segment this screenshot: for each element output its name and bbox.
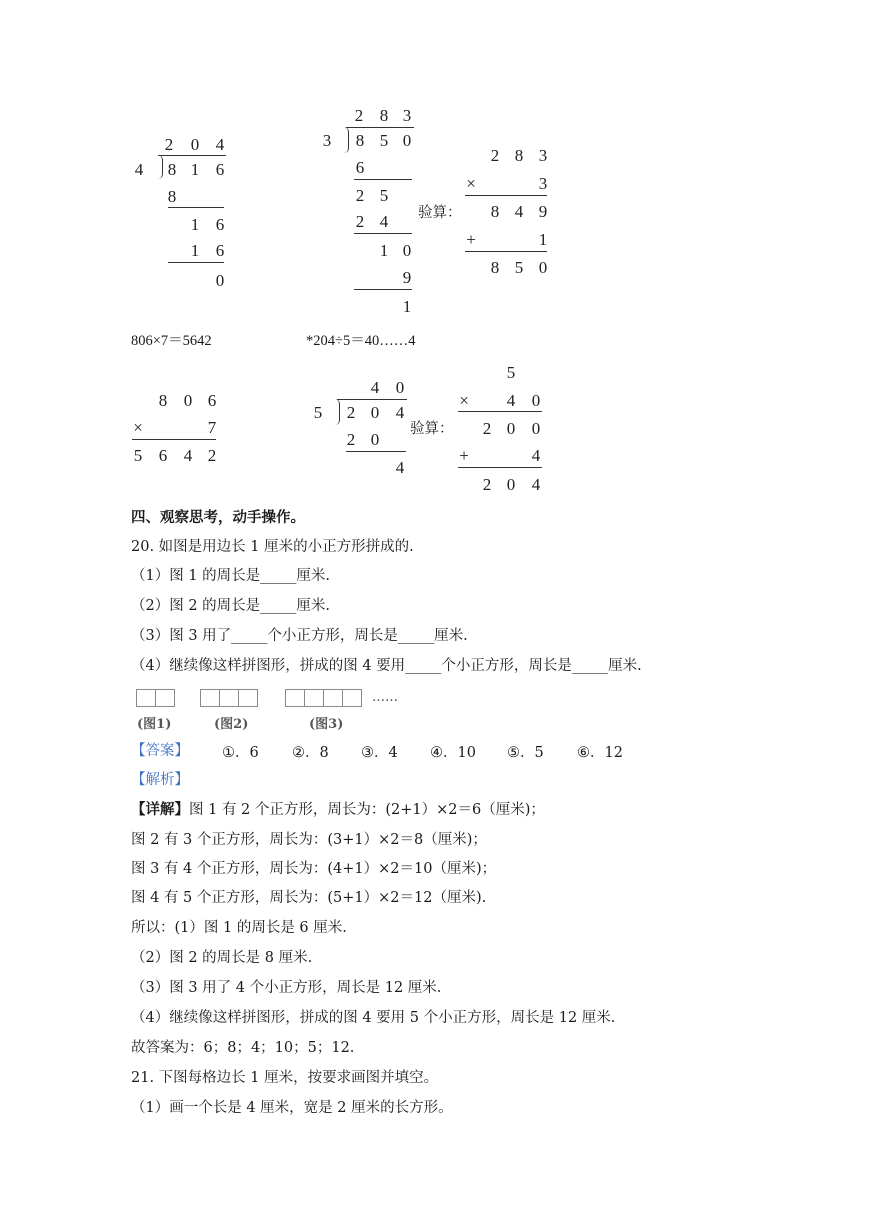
unit-square xyxy=(200,689,220,707)
check-digit: 2 xyxy=(490,146,500,165)
multiply-sign: × xyxy=(459,391,469,410)
figure-2-label: (图2) xyxy=(214,717,249,732)
step-digit: 2 xyxy=(355,186,365,205)
step-digit: 2 xyxy=(355,212,365,231)
check-digit: 8 xyxy=(490,258,500,277)
detail-line: （4）继续像这样拼图形，拼成的图 4 要用 5 个小正方形，周长是 12 厘米. xyxy=(131,1010,616,1026)
check-label: 验算： xyxy=(418,205,462,221)
step-line xyxy=(354,179,412,180)
plus-sign: + xyxy=(466,230,476,249)
detail-line: 图 4 有 5 个正方形，周长为：(5+1）×2＝12（厘米). xyxy=(131,890,487,906)
detail-line: 图 3 有 4 个正方形，周长为：(4+1）×2＝10（厘米)； xyxy=(131,861,497,877)
answer-label: 【答案】 xyxy=(131,743,189,759)
step-digit: 6 xyxy=(215,241,225,260)
calc-digit: 6 xyxy=(158,446,168,465)
step-digit: 0 xyxy=(370,430,380,449)
answer-6: ⑥．12 xyxy=(577,745,623,761)
unit-square xyxy=(285,689,305,707)
question-20-item-3: （3）图 3 用了_____个小正方形，周长是_____厘米. xyxy=(131,628,468,644)
division-bar xyxy=(346,127,414,128)
multiply-sign: × xyxy=(466,174,476,193)
dividend-digit: 4 xyxy=(395,403,405,422)
divisor: 5 xyxy=(313,403,323,422)
division-bar xyxy=(158,155,226,156)
division-bar xyxy=(337,399,407,400)
unit-square xyxy=(219,689,239,707)
step-line xyxy=(168,207,224,208)
detail-line: 故答案为：6；8；4；10；5；12. xyxy=(131,1040,355,1056)
divisor: 4 xyxy=(134,160,144,179)
calc-digit: 6 xyxy=(207,391,217,410)
step-digit: 2 xyxy=(346,430,356,449)
dividend-digit: 0 xyxy=(370,403,380,422)
step-digit: 1 xyxy=(190,241,200,260)
answer-2: ②．8 xyxy=(292,745,329,761)
check-digit: 3 xyxy=(538,146,548,165)
check-digit: 0 xyxy=(506,475,516,494)
quotient-digit: 4 xyxy=(215,135,225,154)
answer-5: ⑤．5 xyxy=(507,745,544,761)
question-20-item-2: （2）图 2 的周长是_____厘米. xyxy=(131,598,331,614)
divisor: 3 xyxy=(322,131,332,150)
step-digit: 1 xyxy=(379,241,389,260)
figure-ellipsis: …… xyxy=(372,690,398,705)
dividend-digit: 8 xyxy=(355,131,365,150)
analysis-label: 【解析】 xyxy=(131,772,189,788)
detail-label: 【详解】 xyxy=(131,801,189,818)
step-line xyxy=(346,451,406,452)
check-digit: 1 xyxy=(538,230,548,249)
check-line xyxy=(465,251,547,252)
remainder-digit: 4 xyxy=(395,458,405,477)
quotient-digit: 0 xyxy=(190,135,200,154)
check-digit: 0 xyxy=(538,258,548,277)
check-digit: 0 xyxy=(531,419,541,438)
step-digit: 6 xyxy=(215,215,225,234)
step-digit: 8 xyxy=(167,187,177,206)
step-digit: 9 xyxy=(402,268,412,287)
remainder-digit: 1 xyxy=(402,297,412,316)
check-line xyxy=(458,467,542,468)
quotient-digit: 0 xyxy=(395,378,405,397)
step-digit: 1 xyxy=(190,215,200,234)
calc-digit: 2 xyxy=(207,446,217,465)
check-digit: 8 xyxy=(490,202,500,221)
dividend-digit: 2 xyxy=(346,403,356,422)
quotient-digit: 4 xyxy=(370,378,380,397)
check-digit: 5 xyxy=(514,258,524,277)
detail-line: （2）图 2 的周长是 8 厘米. xyxy=(131,950,313,966)
unit-square xyxy=(155,689,175,707)
dividend-digit: 5 xyxy=(379,131,389,150)
check-digit: 5 xyxy=(506,363,516,382)
step-digit: 4 xyxy=(379,212,389,231)
division-bracket xyxy=(344,127,349,153)
unit-square xyxy=(323,689,343,707)
check-line xyxy=(458,411,542,412)
plus-sign: + xyxy=(459,446,469,465)
question-20-item-1: （1）图 1 的周长是_____厘米. xyxy=(131,568,331,584)
check-digit: 9 xyxy=(538,202,548,221)
check-digit: 0 xyxy=(506,419,516,438)
calc-digit: 0 xyxy=(183,391,193,410)
detail-text: 图 1 有 2 个正方形，周长为：(2+1）×2＝6（厘米)； xyxy=(189,802,545,818)
answer-4: ④．10 xyxy=(430,745,476,761)
question-21-item-1: （1）画一个长是 4 厘米，宽是 2 厘米的长方形。 xyxy=(131,1100,453,1116)
dividend-digit: 1 xyxy=(190,160,200,179)
division-bracket xyxy=(335,399,340,425)
unit-square xyxy=(136,689,156,707)
remainder-digit: 0 xyxy=(215,271,225,290)
check-digit: 8 xyxy=(514,146,524,165)
calc-line xyxy=(132,439,216,440)
question-20-stem: 20. 如图是用边长 1 厘米的小正方形拼成的. xyxy=(131,539,414,555)
step-digit: 0 xyxy=(402,241,412,260)
unit-square xyxy=(238,689,258,707)
step-line xyxy=(168,262,224,263)
check-digit: 4 xyxy=(506,391,516,410)
figure-1-label: (图1) xyxy=(137,717,172,732)
detail-line xyxy=(131,800,545,820)
dividend-digit: 6 xyxy=(215,160,225,179)
check-digit: 2 xyxy=(482,419,492,438)
step-digit: 5 xyxy=(379,186,389,205)
calc-digit: 7 xyxy=(207,418,217,437)
detail-line: 所以：(1）图 1 的周长是 6 厘米. xyxy=(131,920,347,936)
check-line xyxy=(465,195,547,196)
calc-digit: 8 xyxy=(158,391,168,410)
unit-square xyxy=(342,689,362,707)
section-title: 四、观察思考，动手操作。 xyxy=(131,509,305,526)
equation-204div5: *204÷5＝40……4 xyxy=(306,333,416,349)
check-digit: 4 xyxy=(531,446,541,465)
quotient-digit: 8 xyxy=(379,106,389,125)
equation-806x7: 806×7＝5642 xyxy=(131,333,212,349)
detail-line: （3）图 3 用了 4 个小正方形，周长是 12 厘米. xyxy=(131,980,442,996)
check-digit: 4 xyxy=(531,475,541,494)
check-digit: 4 xyxy=(514,202,524,221)
detail-line: 图 2 有 3 个正方形，周长为：(3+1）×2＝8（厘米)； xyxy=(131,832,487,848)
answer-1: ①．6 xyxy=(222,745,259,761)
figure-3-label: (图3) xyxy=(309,717,344,732)
calc-digit: 5 xyxy=(133,446,143,465)
question-20-item-4: （4）继续像这样拼图形，拼成的图 4 要用_____个小正方形，周长是_____厘米. xyxy=(131,658,642,674)
quotient-digit: 3 xyxy=(402,106,412,125)
step-line xyxy=(354,233,412,234)
calc-digit: 4 xyxy=(183,446,193,465)
check-digit: 0 xyxy=(531,391,541,410)
answer-3: ③．4 xyxy=(361,745,398,761)
check-digit: 2 xyxy=(482,475,492,494)
quotient-digit: 2 xyxy=(164,135,174,154)
multiply-sign: × xyxy=(133,418,143,437)
dividend-digit: 8 xyxy=(167,160,177,179)
check-label: 验算： xyxy=(410,421,454,437)
step-digit: 6 xyxy=(355,158,365,177)
quotient-digit: 2 xyxy=(354,106,364,125)
check-digit: 3 xyxy=(538,174,548,193)
unit-square xyxy=(304,689,324,707)
question-21-stem: 21. 下图每格边长 1 厘米，按要求画图并填空。 xyxy=(131,1070,439,1086)
step-line xyxy=(354,289,412,290)
dividend-digit: 0 xyxy=(402,131,412,150)
